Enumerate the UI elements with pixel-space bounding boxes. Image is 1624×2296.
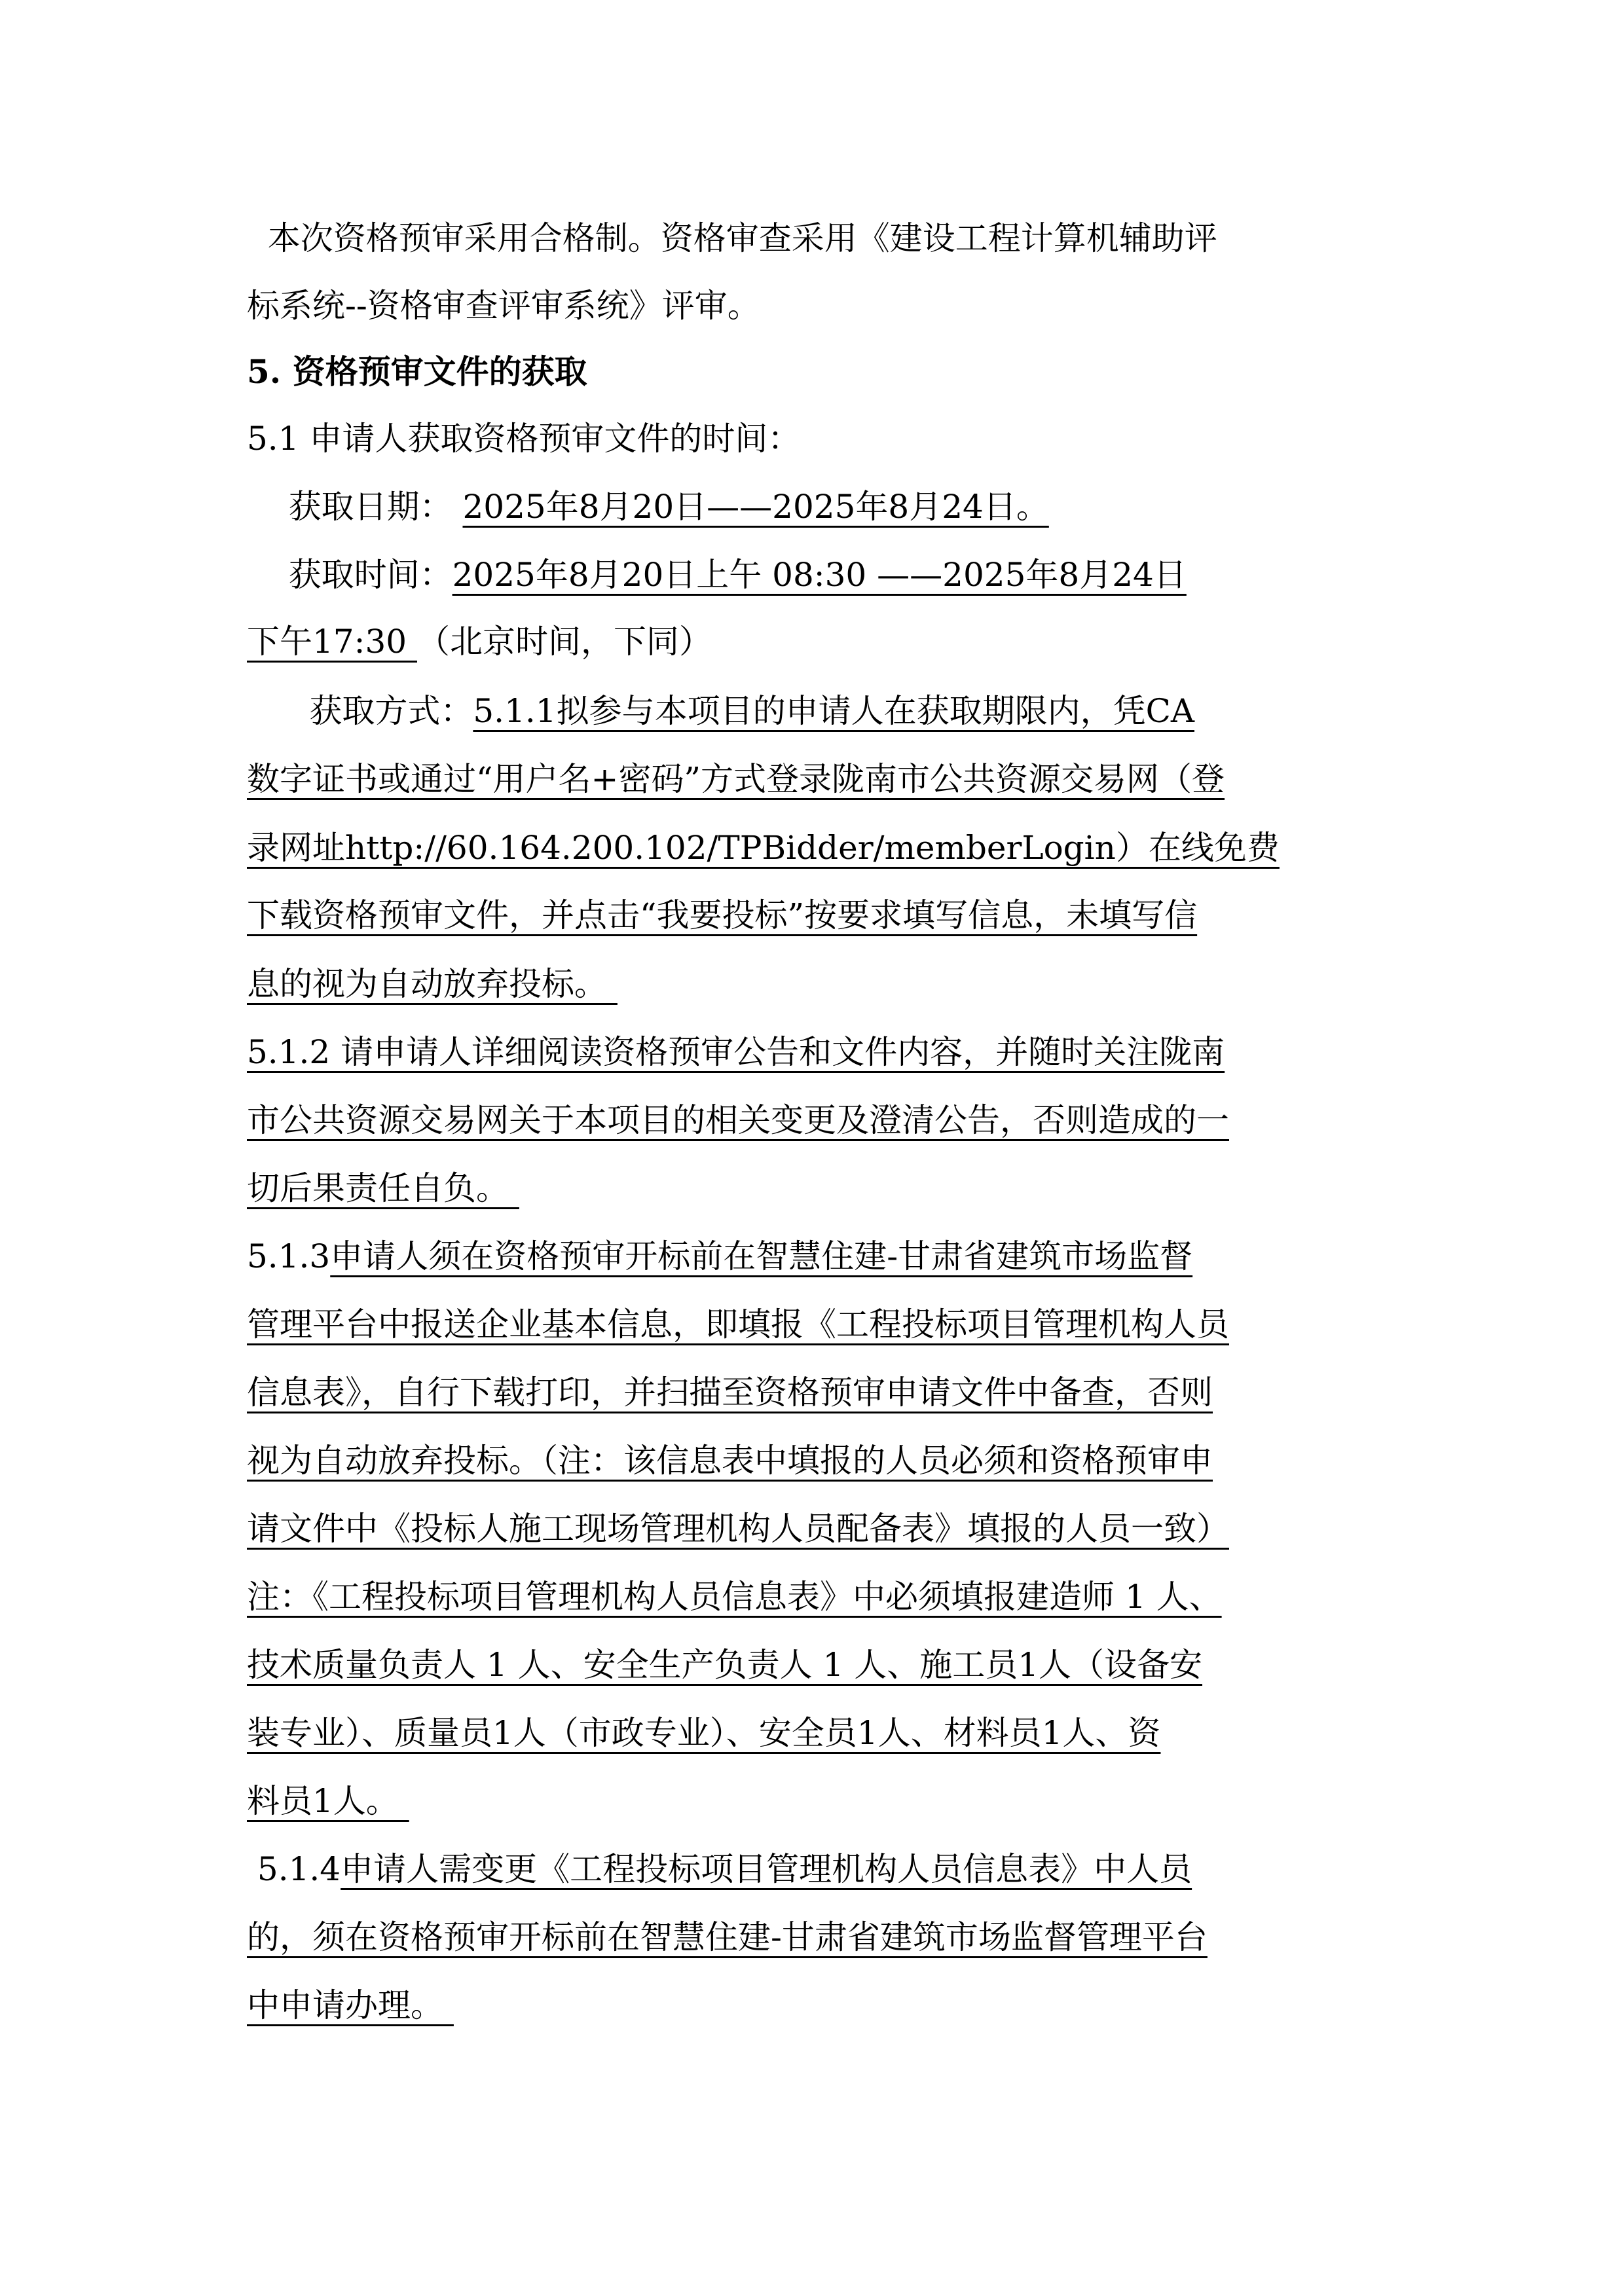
underlined-text: 下午17:30 [247,623,417,661]
underlined-text: 市公共资源交易网关于本项目的相关变更及澄清公告，否则造成的一 [247,1101,1229,1139]
underlined-text: 5.1.1拟参与本项目的申请人在获取期限内，凭CA [473,692,1194,730]
underlined-text: 信息表》，自行下载打印，并扫描至资格预审申请文件中备查，否则 [247,1374,1213,1412]
line-text: 标系统--资格审查评审系统》评审。 [247,287,760,325]
underlined-text: 2025年8月20日——2025年8月24日。 [462,488,1049,526]
paragraph-line [247,1441,1213,1480]
underlined-text: 切后果责任自负。 [247,1169,519,1207]
paragraph-line [247,1986,454,2025]
underlined-text: 下载资格预审文件，并点击“我要投标”按要求填写信息，未填写信 [247,896,1198,934]
paragraph-line [247,1032,1225,1072]
paragraph-line [247,1645,1202,1685]
underlined-text: 数字证书或通过“用户名+密码”方式登录陇南市公共资源交易网（登 [247,760,1225,798]
underlined-text: 申请人须在资格预审开标前在智慧住建-甘肃省建筑市场监督 [330,1237,1193,1275]
heading-text: 5. 资格预审文件的获取 [247,352,587,391]
paragraph-line [247,555,1187,594]
paragraph-line [247,1577,1222,1616]
paragraph-line [247,691,1194,731]
section-heading [247,352,587,392]
paragraph-line [247,622,712,661]
underlined-text: 技术质量负责人 1 人、安全生产负责人 1 人、施工员1人（设备安 [247,1646,1203,1684]
paragraph-line [247,1850,1192,1889]
paragraph-line [247,964,618,1004]
paragraph-line [247,1237,1192,1276]
paragraph-line [247,1373,1213,1412]
underlined-text: 中申请办理。 [247,1986,454,2024]
line-text: （北京时间，下同） [417,623,712,661]
underlined-text: 申请人需变更《工程投标项目管理机构人员信息表》中人员 [341,1850,1192,1888]
underlined-text: 视为自动放弃投标。（注：该信息表中填报的人员必须和资格预审申 [247,1442,1213,1480]
paragraph-line [247,896,1197,935]
underlined-text: 录网址http://60.164.200.102/TPBidder/memberLogin）在线免费 [247,829,1280,867]
underlined-text: 注：《工程投标项目管理机构人员信息表》中必须填报建造师 1 人、 [247,1578,1222,1616]
paragraph-line [247,828,1280,867]
underlined-text: 2025年8月20日上午 08:30 ——2025年8月24日 [452,556,1187,594]
paragraph-line [247,1509,1229,1548]
paragraph-line [247,219,1217,258]
line-text: 5.1 申请人获取资格预审文件的时间： [247,420,801,458]
paragraph-line [247,1169,519,1208]
paragraph-line [247,1918,1208,1957]
underlined-text: 请文件中《投标人施工现场管理机构人员配备表》填报的人员一致） [247,1510,1229,1548]
field-label: 获取时间： [247,556,452,594]
paragraph-line [247,487,1049,526]
underlined-text: 料员1人。 [247,1782,409,1820]
paragraph-line [247,1305,1229,1344]
underlined-text: 装专业）、质量员1人（市政专业）、安全员1人、材料员1人、资 [247,1714,1161,1752]
subsection-heading [247,419,800,458]
paragraph-line [247,1101,1229,1140]
underlined-text: 的，须在资格预审开标前在智慧住建-甘肃省建筑市场监督管理平台 [247,1918,1208,1956]
paragraph-line [247,759,1225,799]
field-label: 获取方式： [247,692,473,730]
underlined-text: 息的视为自动放弃投标。 [247,965,618,1003]
field-label: 获取日期： [247,488,463,526]
paragraph-line [247,286,760,325]
underlined-text: 管理平台中报送企业基本信息，即填报《工程投标项目管理机构人员 [247,1305,1229,1343]
paragraph-line [247,1713,1160,1753]
clause-number: 5.1.4 [247,1850,341,1888]
paragraph-line [247,1781,409,1821]
line-text: 本次资格预审采用合格制。资格审查采用《建设工程计算机辅助评 [247,219,1217,257]
underlined-text: 5.1.2 请申请人详细阅读资格预审公告和文件内容，并随时关注陇南 [247,1033,1225,1071]
clause-number: 5.1.3 [247,1237,331,1275]
